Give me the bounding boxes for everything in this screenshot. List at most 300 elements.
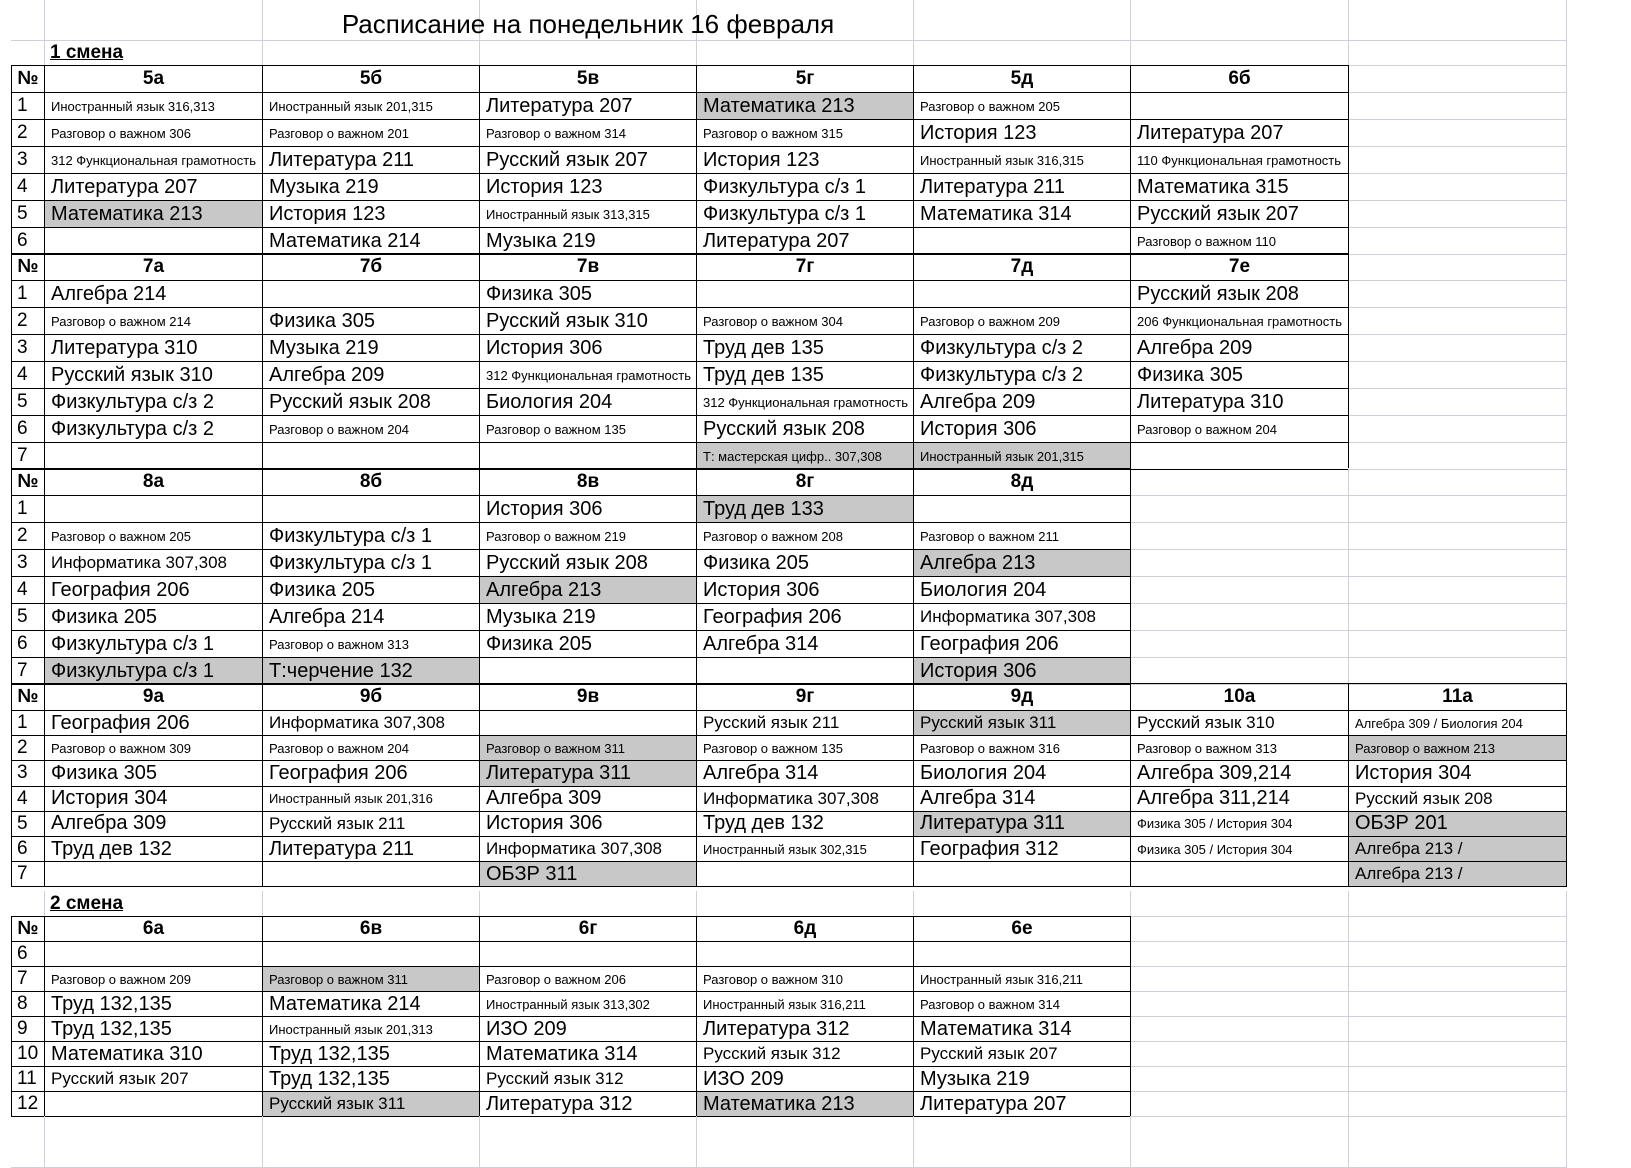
empty-cell[interactable] xyxy=(479,710,697,736)
grid-cell xyxy=(1348,40,1567,66)
grid-cell xyxy=(11,1116,45,1168)
grid-cell xyxy=(1348,0,1567,41)
grid-cell xyxy=(913,40,1131,66)
lesson-cell[interactable]: Физика 305 xyxy=(44,760,263,786)
empty-cell[interactable] xyxy=(44,861,263,887)
empty-cell[interactable] xyxy=(696,280,914,308)
lesson-cell[interactable]: Русский язык 312 xyxy=(479,1066,697,1092)
grid-cell xyxy=(262,40,480,66)
lesson-cell[interactable]: Труд 132,135 xyxy=(262,1066,480,1092)
lesson-cell[interactable]: 312 Функциональная грамотность xyxy=(479,361,697,389)
grid-cell xyxy=(1348,1116,1567,1168)
lesson-cell[interactable]: Литература 207 xyxy=(44,173,263,201)
lesson-cell[interactable]: Русский язык 207 xyxy=(913,1041,1131,1067)
lesson-cell[interactable]: 312 Функциональная грамотность xyxy=(696,388,914,416)
lesson-cell[interactable]: История 123 xyxy=(262,200,480,228)
lesson-cell[interactable]: История 306 xyxy=(913,415,1131,443)
lesson-cell[interactable]: ИЗО 209 xyxy=(479,1016,697,1042)
lesson-number: 6 xyxy=(11,630,45,658)
lesson-cell[interactable]: Разговор о важном 211 xyxy=(913,522,1131,550)
empty-cell[interactable] xyxy=(44,941,263,967)
lesson-cell[interactable]: Русский язык 310 xyxy=(44,361,263,389)
lesson-cell[interactable]: Иностранный язык 313,302 xyxy=(479,991,697,1017)
lesson-cell[interactable]: Математика 314 xyxy=(479,1041,697,1067)
lesson-cell[interactable]: Разговор о важном 205 xyxy=(913,92,1131,120)
lesson-cell[interactable]: Алгебра 209 xyxy=(1130,334,1349,362)
lesson-cell[interactable]: Алгебра 213 / xyxy=(1348,836,1567,862)
lesson-cell[interactable]: Иностранный язык 201,313 xyxy=(262,1016,480,1042)
empty-cell[interactable] xyxy=(696,941,914,967)
empty-cell[interactable] xyxy=(262,495,480,523)
lesson-cell[interactable]: История 123 xyxy=(913,119,1131,147)
grid-cell xyxy=(1348,92,1567,120)
lesson-cell[interactable]: Литература 311 xyxy=(479,760,697,786)
lesson-number: 5 xyxy=(11,200,45,228)
lesson-cell[interactable]: ОБЗР 311 xyxy=(479,861,697,887)
lesson-cell[interactable]: Иностранный язык 201,315 xyxy=(913,442,1131,470)
class-header: 6г xyxy=(479,916,697,942)
lesson-cell[interactable]: География 206 xyxy=(913,630,1131,658)
lesson-cell[interactable]: Разговор о важном 313 xyxy=(262,630,480,658)
lesson-cell[interactable]: Алгебра 309 xyxy=(44,811,263,837)
lesson-cell[interactable]: Алгебра 309,214 xyxy=(1130,760,1349,786)
empty-cell[interactable] xyxy=(913,280,1131,308)
lesson-cell[interactable]: Труд 132,135 xyxy=(44,991,263,1017)
lesson-number: 2 xyxy=(11,307,45,335)
lesson-cell[interactable]: Литература 312 xyxy=(479,1091,697,1117)
lesson-cell[interactable]: История 304 xyxy=(44,786,263,812)
lesson-cell[interactable]: Разговор о важном 135 xyxy=(479,415,697,443)
grid-cell xyxy=(1130,1041,1349,1067)
lesson-number: 1 xyxy=(11,710,45,736)
grid-cell xyxy=(1348,630,1567,658)
lesson-cell[interactable]: Разговор о важном 314 xyxy=(479,119,697,147)
class-header: 9в xyxy=(479,683,697,711)
lesson-cell[interactable]: Разговор о важном 314 xyxy=(913,991,1131,1017)
grid-cell xyxy=(1348,173,1567,201)
lesson-cell[interactable]: Т:черчение 132 xyxy=(262,657,480,685)
lesson-cell[interactable]: Физика 205 xyxy=(262,576,480,604)
grid-cell xyxy=(1348,1066,1567,1092)
grid-cell xyxy=(913,0,1131,41)
lesson-cell[interactable]: Разговор о важном 214 xyxy=(44,307,263,335)
lesson-number: 3 xyxy=(11,549,45,577)
class-header: 8д xyxy=(913,468,1131,496)
class-header: 7е xyxy=(1130,253,1349,281)
grid-cell xyxy=(1348,442,1567,470)
empty-cell[interactable] xyxy=(1130,442,1349,470)
lesson-cell[interactable]: Литература 311 xyxy=(913,811,1131,837)
empty-cell[interactable] xyxy=(262,442,480,470)
lesson-cell[interactable]: Литература 211 xyxy=(262,146,480,174)
lesson-cell[interactable]: Русский язык 310 xyxy=(479,307,697,335)
lesson-cell[interactable]: Разговор о важном 209 xyxy=(913,307,1131,335)
class-header: 5в xyxy=(479,65,697,93)
lesson-cell[interactable]: Алгебра 213 xyxy=(479,576,697,604)
grid-cell xyxy=(1130,891,1349,917)
lesson-cell[interactable]: Разговор о важном 206 xyxy=(479,966,697,992)
lesson-cell[interactable]: Физика 305 / История 304 xyxy=(1130,836,1349,862)
lesson-cell[interactable]: Иностранный язык 302,315 xyxy=(696,836,914,862)
grid-cell xyxy=(1130,1091,1349,1117)
lesson-cell[interactable]: Разговор о важном 201 xyxy=(262,119,480,147)
lesson-number: 5 xyxy=(11,811,45,837)
lesson-cell[interactable]: Иностранный язык 201,316 xyxy=(262,786,480,812)
class-header: 8г xyxy=(696,468,914,496)
number-header: № xyxy=(11,65,45,93)
lesson-cell[interactable]: Алгебра 314 xyxy=(696,630,914,658)
lesson-cell[interactable]: Физкультура с/з 2 xyxy=(44,388,263,416)
lesson-cell[interactable]: Математика 314 xyxy=(913,200,1131,228)
lesson-cell[interactable]: Труд дев 133 xyxy=(696,495,914,523)
lesson-cell[interactable]: Литература 207 xyxy=(913,1091,1131,1117)
lesson-cell[interactable]: Разговор о важном 316 xyxy=(913,735,1131,761)
lesson-cell[interactable]: 206 Функциональная грамотность xyxy=(1130,307,1349,335)
lesson-cell[interactable]: Литература 310 xyxy=(1130,388,1349,416)
grid-cell xyxy=(1348,415,1567,443)
class-header: 5б xyxy=(262,65,480,93)
lesson-cell[interactable]: Русский язык 311 xyxy=(913,710,1131,736)
lesson-cell[interactable]: Математика 213 xyxy=(44,200,263,228)
lesson-cell[interactable]: Русский язык 208 xyxy=(1130,280,1349,308)
grid-cell xyxy=(1348,891,1567,917)
lesson-cell[interactable]: География 312 xyxy=(913,836,1131,862)
lesson-cell[interactable]: Литература 211 xyxy=(262,836,480,862)
lesson-cell[interactable]: Труд дев 135 xyxy=(696,361,914,389)
lesson-cell[interactable]: Биология 204 xyxy=(913,760,1131,786)
lesson-cell[interactable]: Музыка 219 xyxy=(913,1066,1131,1092)
lesson-cell[interactable]: Русский язык 208 xyxy=(479,549,697,577)
empty-cell[interactable] xyxy=(44,1091,263,1117)
lesson-cell[interactable]: Математика 214 xyxy=(262,227,480,255)
lesson-cell[interactable]: Физика 305 / История 304 xyxy=(1130,811,1349,837)
empty-cell[interactable] xyxy=(696,861,914,887)
empty-cell[interactable] xyxy=(479,941,697,967)
lesson-cell[interactable]: Физкультура с/з 1 xyxy=(44,630,263,658)
lesson-cell[interactable]: Математика 214 xyxy=(262,991,480,1017)
grid-cell xyxy=(1348,576,1567,604)
lesson-cell[interactable]: Физкультура с/з 2 xyxy=(913,334,1131,362)
lesson-cell[interactable]: Разговор о важном 306 xyxy=(44,119,263,147)
lesson-cell[interactable]: Иностранный язык 316,315 xyxy=(913,146,1131,174)
lesson-cell[interactable]: Русский язык 312 xyxy=(696,1041,914,1067)
grid-cell xyxy=(1348,603,1567,631)
grid-cell xyxy=(1348,65,1567,93)
empty-cell[interactable] xyxy=(44,227,263,255)
lesson-cell[interactable]: Физкультура с/з 1 xyxy=(262,549,480,577)
lesson-cell[interactable]: Информатика 307,308 xyxy=(262,710,480,736)
grid-cell xyxy=(1130,941,1349,967)
lesson-cell[interactable]: Т: мастерская цифр.. 307,308 xyxy=(696,442,914,470)
lesson-cell[interactable]: Физика 205 xyxy=(44,603,263,631)
lesson-cell[interactable]: Русский язык 208 xyxy=(262,388,480,416)
lesson-cell[interactable]: Литература 207 xyxy=(1130,119,1349,147)
lesson-cell[interactable]: Русский язык 211 xyxy=(696,710,914,736)
class-header: 10а xyxy=(1130,683,1349,711)
lesson-cell[interactable]: Русский язык 207 xyxy=(44,1066,263,1092)
grid-cell xyxy=(1348,941,1567,967)
lesson-cell[interactable]: Информатика 307,308 xyxy=(913,603,1131,631)
lesson-cell[interactable]: Физкультура с/з 1 xyxy=(696,200,914,228)
lesson-cell[interactable]: Информатика 307,308 xyxy=(479,836,697,862)
empty-cell[interactable] xyxy=(1130,92,1349,120)
lesson-cell[interactable]: Физкультура с/з 2 xyxy=(44,415,263,443)
grid-cell xyxy=(262,1116,480,1168)
lesson-cell[interactable]: Русский язык 208 xyxy=(696,415,914,443)
class-header: 6б xyxy=(1130,65,1349,93)
shift-label: 1 смена xyxy=(50,42,124,63)
lesson-cell[interactable]: Разговор о важном 205 xyxy=(44,522,263,550)
empty-cell[interactable] xyxy=(913,227,1131,255)
lesson-cell[interactable]: Физика 205 xyxy=(479,630,697,658)
grid-cell xyxy=(1348,280,1567,308)
grid-cell xyxy=(1348,307,1567,335)
lesson-cell[interactable]: Физкультура с/з 1 xyxy=(262,522,480,550)
empty-cell[interactable] xyxy=(262,941,480,967)
lesson-cell[interactable]: Физкультура с/з 1 xyxy=(44,657,263,685)
lesson-cell[interactable]: История 306 xyxy=(479,495,697,523)
grid-cell xyxy=(1130,468,1349,496)
grid-cell xyxy=(1130,522,1349,550)
lesson-cell[interactable]: Математика 315 xyxy=(1130,173,1349,201)
empty-cell[interactable] xyxy=(479,442,697,470)
class-header: 8б xyxy=(262,468,480,496)
lesson-number: 10 xyxy=(11,1041,45,1067)
lesson-cell[interactable]: Разговор о важном 208 xyxy=(696,522,914,550)
lesson-cell[interactable]: Разговор о важном 213 xyxy=(1348,735,1567,761)
empty-cell[interactable] xyxy=(262,861,480,887)
grid-cell xyxy=(1130,495,1349,523)
grid-cell xyxy=(479,891,697,917)
lesson-cell[interactable]: Физкультура с/з 1 xyxy=(696,173,914,201)
lesson-cell[interactable]: Математика 213 xyxy=(696,1091,914,1117)
empty-cell[interactable] xyxy=(262,280,480,308)
class-header: 7а xyxy=(44,253,263,281)
grid-cell xyxy=(1130,630,1349,658)
number-header: № xyxy=(11,253,45,281)
shift-label: 2 смена xyxy=(50,893,124,914)
lesson-number: 2 xyxy=(11,119,45,147)
lesson-cell[interactable]: Музыка 219 xyxy=(479,227,697,255)
lesson-cell[interactable]: История 306 xyxy=(696,576,914,604)
lesson-cell[interactable]: История 123 xyxy=(479,173,697,201)
number-header: № xyxy=(11,468,45,496)
lesson-cell[interactable]: История 306 xyxy=(479,811,697,837)
lesson-cell[interactable]: 312 Функциональная грамотность xyxy=(44,146,263,174)
lesson-cell[interactable]: Алгебра 213 xyxy=(913,549,1131,577)
grid-cell xyxy=(1348,1091,1567,1117)
lesson-number: 3 xyxy=(11,146,45,174)
grid-cell xyxy=(913,891,1131,917)
lesson-cell[interactable]: Труд дев 132 xyxy=(696,811,914,837)
class-header: 8а xyxy=(44,468,263,496)
lesson-number: 1 xyxy=(11,92,45,120)
lesson-cell[interactable]: Разговор о важном 204 xyxy=(262,735,480,761)
lesson-number: 6 xyxy=(11,941,45,967)
lesson-cell[interactable]: География 206 xyxy=(44,710,263,736)
lesson-number: 12 xyxy=(11,1091,45,1117)
lesson-cell[interactable]: История 306 xyxy=(479,334,697,362)
class-header: 6в xyxy=(262,916,480,942)
lesson-cell[interactable]: Математика 213 xyxy=(696,92,914,120)
lesson-cell[interactable]: Литература 211 xyxy=(913,173,1131,201)
lesson-cell[interactable]: Физкультура с/з 2 xyxy=(913,361,1131,389)
lesson-cell[interactable]: ОБЗР 201 xyxy=(1348,811,1567,837)
lesson-cell[interactable]: Биология 204 xyxy=(913,576,1131,604)
empty-cell[interactable] xyxy=(44,442,263,470)
grid-cell xyxy=(1348,1016,1567,1042)
lesson-cell[interactable]: География 206 xyxy=(44,576,263,604)
lesson-cell[interactable]: История 306 xyxy=(913,657,1131,685)
lesson-cell[interactable]: Алгебра 311,214 xyxy=(1130,786,1349,812)
lesson-cell[interactable]: Информатика 307,308 xyxy=(696,786,914,812)
grid-cell xyxy=(1348,468,1567,496)
lesson-cell[interactable]: Музыка 219 xyxy=(262,334,480,362)
lesson-cell[interactable]: Разговор о важном 310 xyxy=(696,966,914,992)
lesson-cell[interactable]: Русский язык 211 xyxy=(262,811,480,837)
lesson-cell[interactable]: 110 Функциональная грамотность xyxy=(1130,146,1349,174)
lesson-cell[interactable]: Литература 207 xyxy=(696,227,914,255)
lesson-cell[interactable]: Разговор о важном 110 xyxy=(1130,227,1349,255)
lesson-cell[interactable]: Алгебра 209 xyxy=(913,388,1131,416)
class-header: 6е xyxy=(913,916,1131,942)
class-header: 9г xyxy=(696,683,914,711)
grid-cell xyxy=(913,1116,1131,1168)
grid-cell xyxy=(44,0,263,41)
lesson-cell[interactable]: Разговор о важном 204 xyxy=(262,415,480,443)
lesson-cell[interactable]: Физика 305 xyxy=(262,307,480,335)
lesson-cell[interactable]: Физика 205 xyxy=(696,549,914,577)
lesson-number: 6 xyxy=(11,227,45,255)
number-header: № xyxy=(11,916,45,942)
grid-cell xyxy=(1348,146,1567,174)
lesson-cell[interactable]: ИЗО 209 xyxy=(696,1066,914,1092)
empty-cell[interactable] xyxy=(913,941,1131,967)
lesson-cell[interactable]: География 206 xyxy=(262,760,480,786)
class-header: 7б xyxy=(262,253,480,281)
lesson-cell[interactable]: Алгебра 314 xyxy=(696,760,914,786)
lesson-cell[interactable]: Алгебра 314 xyxy=(913,786,1131,812)
lesson-cell[interactable]: Труд дев 132 xyxy=(44,836,263,862)
grid-cell xyxy=(1348,334,1567,362)
lesson-number: 11 xyxy=(11,1066,45,1092)
lesson-cell[interactable]: Информатика 307,308 xyxy=(44,549,263,577)
grid-cell xyxy=(1348,966,1567,992)
grid-cell xyxy=(696,1116,914,1168)
lesson-cell[interactable]: Литература 207 xyxy=(479,92,697,120)
lesson-cell[interactable]: Алгебра 309 / Биология 204 xyxy=(1348,710,1567,736)
grid-cell xyxy=(11,40,45,66)
lesson-number: 1 xyxy=(11,280,45,308)
lesson-cell[interactable]: Русский язык 208 xyxy=(1348,786,1567,812)
lesson-number: 4 xyxy=(11,173,45,201)
lesson-number: 3 xyxy=(11,760,45,786)
lesson-cell[interactable]: Разговор о важном 219 xyxy=(479,522,697,550)
class-header: 8в xyxy=(479,468,697,496)
lesson-cell[interactable]: Разговор о важном 209 xyxy=(44,966,263,992)
grid-cell xyxy=(479,40,697,66)
grid-cell xyxy=(1348,657,1567,685)
grid-cell xyxy=(1130,0,1349,41)
grid-cell xyxy=(11,891,45,917)
lesson-cell[interactable]: Разговор о важном 309 xyxy=(44,735,263,761)
empty-cell[interactable] xyxy=(1130,861,1349,887)
lesson-cell[interactable]: Труд 132,135 xyxy=(262,1041,480,1067)
lesson-cell[interactable]: Математика 314 xyxy=(913,1016,1131,1042)
grid-cell xyxy=(1130,603,1349,631)
lesson-cell[interactable]: Русский язык 207 xyxy=(1130,200,1349,228)
lesson-cell[interactable]: Русский язык 207 xyxy=(479,146,697,174)
lesson-cell[interactable]: Физика 305 xyxy=(479,280,697,308)
lesson-cell[interactable]: Разговор о важном 135 xyxy=(696,735,914,761)
lesson-number: 4 xyxy=(11,786,45,812)
page-title: Расписание на понедельник 16 февраля xyxy=(341,9,835,39)
lesson-cell[interactable]: Разговор о важном 313 xyxy=(1130,735,1349,761)
empty-cell[interactable] xyxy=(913,495,1131,523)
grid-cell xyxy=(1348,495,1567,523)
grid-cell xyxy=(1348,200,1567,228)
grid-cell xyxy=(479,1116,697,1168)
lesson-cell[interactable]: История 123 xyxy=(696,146,914,174)
lesson-cell[interactable]: Труд 132,135 xyxy=(44,1016,263,1042)
lesson-cell[interactable]: Иностранный язык 316,211 xyxy=(696,991,914,1017)
lesson-number: 1 xyxy=(11,495,45,523)
lesson-number: 7 xyxy=(11,442,45,470)
empty-cell[interactable] xyxy=(913,861,1131,887)
lesson-cell[interactable]: Разговор о важном 311 xyxy=(262,966,480,992)
lesson-number: 2 xyxy=(11,522,45,550)
lesson-cell[interactable]: Разговор о важном 315 xyxy=(696,119,914,147)
lesson-cell[interactable]: Русский язык 311 xyxy=(262,1091,480,1117)
grid-cell xyxy=(11,0,45,41)
lesson-cell[interactable]: География 206 xyxy=(696,603,914,631)
empty-cell[interactable] xyxy=(696,657,914,685)
lesson-cell[interactable]: Алгебра 214 xyxy=(262,603,480,631)
lesson-cell[interactable]: Русский язык 310 xyxy=(1130,710,1349,736)
grid-cell xyxy=(1348,549,1567,577)
lesson-cell[interactable]: Музыка 219 xyxy=(262,173,480,201)
lesson-cell[interactable]: Музыка 219 xyxy=(479,603,697,631)
lesson-cell[interactable]: Иностранный язык 313,315 xyxy=(479,200,697,228)
lesson-cell[interactable]: Литература 310 xyxy=(44,334,263,362)
empty-cell[interactable] xyxy=(479,657,697,685)
lesson-cell[interactable]: Алгебра 214 xyxy=(44,280,263,308)
class-header: 7д xyxy=(913,253,1131,281)
lesson-cell[interactable]: Иностранный язык 316,313 xyxy=(44,92,263,120)
lesson-cell[interactable]: Литература 312 xyxy=(696,1016,914,1042)
lesson-cell[interactable]: Биология 204 xyxy=(479,388,697,416)
class-header: 6д xyxy=(696,916,914,942)
empty-cell[interactable] xyxy=(44,495,263,523)
lesson-cell[interactable]: Труд дев 135 xyxy=(696,334,914,362)
lesson-cell[interactable]: Математика 310 xyxy=(44,1041,263,1067)
grid-cell xyxy=(696,40,914,66)
lesson-cell[interactable]: Иностранный язык 201,315 xyxy=(262,92,480,120)
lesson-cell[interactable]: История 304 xyxy=(1348,760,1567,786)
lesson-cell[interactable]: Физика 305 xyxy=(1130,361,1349,389)
class-header: 9б xyxy=(262,683,480,711)
lesson-cell[interactable]: Разговор о важном 311 xyxy=(479,735,697,761)
grid-cell xyxy=(1348,227,1567,255)
lesson-cell[interactable]: Разговор о важном 304 xyxy=(696,307,914,335)
lesson-cell[interactable]: Иностранный язык 316,211 xyxy=(913,966,1131,992)
grid-cell xyxy=(1348,991,1567,1017)
lesson-cell[interactable]: Разговор о важном 204 xyxy=(1130,415,1349,443)
lesson-number: 5 xyxy=(11,388,45,416)
lesson-cell[interactable]: Алгебра 213 / xyxy=(1348,861,1567,887)
lesson-cell[interactable]: Алгебра 309 xyxy=(479,786,697,812)
lesson-cell[interactable]: Алгебра 209 xyxy=(262,361,480,389)
